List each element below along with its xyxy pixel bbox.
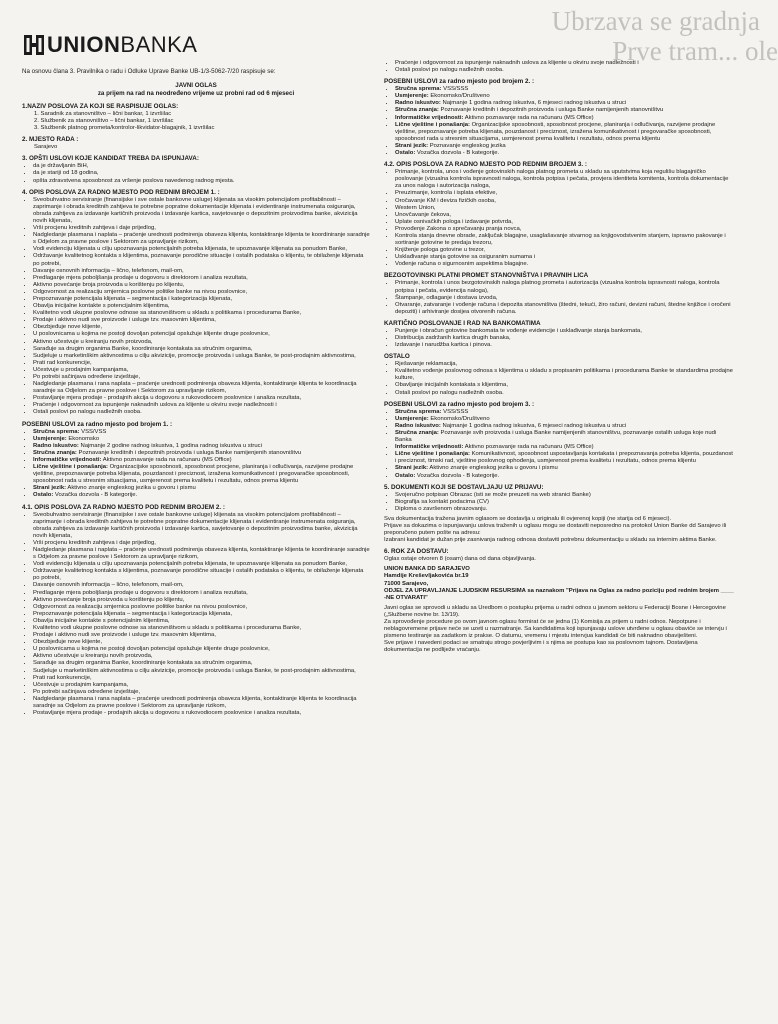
list-item: • Po potrebi sačinjava određene izvještaje, bbox=[33, 374, 370, 381]
condition-item bbox=[395, 93, 734, 100]
selected-candidate-note: Izabrani kandidat je dužan prije zasnivanja radnog odnosa dostaviti potrebnu dokumentaciju u skladu sa internim aktima Banke. bbox=[384, 537, 717, 544]
condition-item bbox=[33, 464, 370, 485]
condition-item bbox=[395, 423, 734, 430]
submission-note: Prijave sa dokazima o ispunjavanju uslova traženih u oglasu mogu se dostaviti neposredno na protokol Union Banke dd Sarajevo ili preporučeno putem pošte na adresu: bbox=[384, 522, 727, 537]
list-item: • Prepoznavanje potencijala klijenata – segmentacija i kategorizacija klijenata, bbox=[33, 296, 370, 303]
condition-value: Najmanje 2 godine radnog iskustva, 1 godina radnog iskustva u struci bbox=[78, 442, 262, 449]
condition-label: Radno iskustvo: bbox=[395, 100, 441, 107]
condition-label: Ostalo: bbox=[395, 150, 416, 157]
job-2-duties-list bbox=[22, 512, 370, 718]
list-item: • Učestvuje u prodajnim kampanjama, bbox=[33, 367, 370, 374]
condition-item bbox=[395, 465, 734, 472]
card-business-list bbox=[384, 328, 734, 349]
list-item: • Prati rad konkurencije, bbox=[33, 675, 370, 682]
condition-value: Ekonomsko bbox=[66, 435, 100, 442]
condition-label: Usmjerenje: bbox=[395, 415, 429, 422]
condition-item bbox=[33, 443, 370, 450]
list-item: • Obavlja inicijalne kontakte s potencijalnim klijentima, bbox=[33, 618, 370, 625]
address-line: UNION BANKA DD SARAJEVO bbox=[384, 566, 470, 573]
address-line: ODJEL ZA UPRAVLJANJE LJUDSKIM RESURSIMA sa naznakom "Prijava na Oglas za radno poziciju pod rednim brojem ____ -NE OTVARATI" bbox=[384, 587, 734, 601]
condition-label: Informatičke vrijednosti: bbox=[33, 456, 102, 463]
list-item: • Odgovornost za realizaciju smjernica poslovne politike banke na nivou poslovnice, bbox=[33, 604, 370, 611]
list-item: • Postavljanje mjera prodaje - prodajnih akcija u dogovoru s rukovodiocem poslovnice i analiza rezultata, bbox=[33, 395, 370, 402]
list-item: • Sudjeluje u marketinškim aktivnostima u cilju akvizicije, promocije proizvoda i usluga Banke, te post-prodajnim aktivnostima, bbox=[33, 668, 370, 675]
condition-item bbox=[33, 457, 370, 464]
condition-value: VSS/VSS bbox=[79, 428, 107, 435]
condition-item bbox=[395, 150, 734, 157]
list-item: • Kvalitetno vođenje poslovnog odnosa s klijentima u skladu s propisanim politikama i procedurama Banke te standardima prodajne kulture, bbox=[395, 368, 734, 382]
condition-label: Lične vještine i ponašanja: bbox=[33, 464, 108, 471]
condition-value: Najmanje 1 godina radnog iskustva, 6 mjeseci radnog iskustva u struci bbox=[440, 100, 627, 107]
condition-item bbox=[33, 429, 370, 436]
list-item: • Prati rad konkurencije, bbox=[33, 360, 370, 367]
list-item: • Izdavanje i narudžba kartica i pinova. bbox=[395, 342, 734, 349]
condition-value: Aktivno poznavanje rada na računaru (MS Office) bbox=[101, 456, 232, 463]
list-item: • Biografija sa kontakt podacima (CV) bbox=[395, 499, 734, 506]
condition-value: Organizacijske sposobnosti, sposobnost procjene, planiranja i odlučivanja, razvijene prodajne vještine, prepoznavanje potreba klijenata, pouzdanost i preciznost, izražena komunikativnost i pregovaračke sposobnosti, sposobnost rada u stresnim situacijama, usmjerenost prema kvalitetu i rezultatu, odnos prema klijentu bbox=[395, 121, 716, 142]
list-item: • Primanje, kontrola, unos i vođenje gotovinskih naloga platnog prometa u skladu sa uputstvima koja regulišu blagajničko poslovanje (vizualna kontrola ispravnosti naloga, kontrola potpisa i pečata, provjera identiteta komitenta, kontrola dokumentacije za unos naloga i autorizacija naloga, bbox=[395, 169, 734, 190]
list-item: • Odgovornost za realizaciju smjernica poslovne politike banke na nivou poslovnice, bbox=[33, 289, 370, 296]
address-line: 71000 Sarajevo, bbox=[384, 580, 429, 587]
condition-item bbox=[33, 450, 370, 457]
section-4-title: 4. OPIS POSLOVA ZA RADNO MJESTO POD REDNIM BROJEM 1. : bbox=[22, 188, 220, 196]
address-line: Hamdije Kreševljakovića br.19 bbox=[384, 573, 469, 580]
list-item: • Prodaje i aktivno nudi sve proizvode i usluge tzv. masovnim klijentima, bbox=[33, 632, 370, 639]
list-item: • Vođenje računa o sigurnosnim aspektima blagajne. bbox=[395, 261, 734, 268]
condition-value: Organizacijske sposobnosti, sposobnost procjene, planiranja i odlučivanja, razvijene prodajne vještine, prepoznavanje potreba klijenata, pouzdanost i preciznost, izražena komunikativnost i pregovaračke sposobnosti, sposobnost rada u stresnim situacijama, usmjerenost prema kvalitetu i rezultatu, odnos prema klijentu bbox=[33, 464, 354, 485]
list-item: • Rješavanje reklamacija, bbox=[395, 361, 734, 368]
union-banka-logo bbox=[24, 32, 370, 58]
condition-value: Ekonomsko/Društveno bbox=[428, 415, 490, 422]
list-item: • Nadgledanje plasmana i rana naplata – praćenje urednosti podmirenja obaveza klijenta, kontaktiranje klijenta te koordinacija saradnje sa Odjelom za pravne poslove i Sektorom za upravljanje rizikom, bbox=[33, 381, 370, 395]
list-item: • Distribucija zadržanih kartica drugih banaka, bbox=[395, 335, 734, 342]
condition-value: Poznavanje kreditnih i depozitnih proizvoda i usluga Banke namijenjenih stanovništvu bbox=[438, 107, 664, 114]
condition-item bbox=[395, 115, 734, 122]
right-column bbox=[384, 60, 734, 654]
list-item: • Unovčavanje čekova, bbox=[395, 212, 734, 219]
condition-label: Ostalo: bbox=[395, 472, 416, 479]
condition-value: Poznavanje kreditnih i depozitnih proizvoda i usluga Banke namijenjenih stanovništvu bbox=[76, 449, 302, 456]
condition-value: VSS/SSS bbox=[441, 86, 469, 93]
list-item: • Diploma o završenom obrazovanju. bbox=[395, 506, 734, 513]
condition-label: Stručna sprema: bbox=[33, 428, 80, 435]
logo-text-bold: UNION bbox=[47, 32, 121, 57]
ad-title bbox=[22, 82, 370, 97]
positions-list bbox=[22, 111, 370, 132]
condition-label: Stručna znanja: bbox=[395, 107, 439, 114]
special-conditions-3-title: POSEBNI USLOVI za radno mjesto pod brojem 3. : bbox=[384, 400, 535, 408]
job-3-duties-list bbox=[384, 169, 734, 268]
list-item: • Aktivno učestvuje u kreiranju novih proizvoda, bbox=[33, 339, 370, 346]
section-3-title: 3. OPŠTI USLOVI KOJE KANDIDAT TREBA DA ISPUNJAVA: bbox=[22, 155, 199, 163]
bleed-line-2: Prve tram... ole bbox=[612, 36, 778, 66]
list-item: • Ostali poslovi po nalogu nadležnih osoba. bbox=[395, 390, 734, 397]
condition-value: Vozačka dozvola - B kategorije. bbox=[415, 472, 500, 479]
list-item: • Western Union, bbox=[395, 205, 734, 212]
general-conditions-list bbox=[22, 163, 370, 184]
condition-item bbox=[395, 100, 734, 107]
condition-value: Aktivno znanje engleskog jezika u govoru i pismu bbox=[428, 465, 558, 472]
list-item: • U poslovnicama u kojima ne postoji dovoljan potencijal opslužuje klijente druge poslovnice, bbox=[33, 646, 370, 653]
list-item: • Aktivno povećanje broja proizvoda u korištenju po klijentu, bbox=[33, 597, 370, 604]
logo-text bbox=[47, 32, 197, 58]
other-duties-title: OSTALO bbox=[384, 353, 410, 361]
condition-value: Poznavanje svih proizvoda i usluga Banke namijenjenih stanovništvu, poznavanje ostalih usluga koje nudi Banka bbox=[395, 429, 717, 444]
position-item: 3. Službenik platnog prometa/kontrolor-likvidator-blagajnik, 1 izvršilac bbox=[34, 125, 215, 132]
list-item: • Preuzimanje, kontrola i isplata efektive, bbox=[395, 190, 734, 197]
list-item: • Vodi evidenciju klijenata u cilju upoznavanja potencijalnih potreba klijenata, te upoznavanje klijenata sa ponudom Banke, bbox=[33, 561, 370, 568]
section-6-title: 6. ROK ZA DOSTAVU: bbox=[384, 548, 449, 556]
condition-label: Stručna znanja: bbox=[395, 429, 439, 436]
list-item: • Davanje osnovnih informacija – lično, telefonom, mail-om, bbox=[33, 582, 370, 589]
list-item: • Obezbjeđuje nove klijente, bbox=[33, 639, 370, 646]
list-item: • Praćenje i odgovornost za ispunjenje naknadnih uslova za klijente u okviru svoje nadležnosti i bbox=[33, 402, 370, 409]
condition-item bbox=[395, 416, 734, 423]
list-item: • Primanje, kontrola i unos bezgotovinskih naloga platnog prometa i autorizacija (vizualna kontrola ispravnosti naloga, kontrola potpisa i pečata, evidencija naloga), bbox=[395, 280, 734, 294]
list-item: • Obavlja inicijalne kontakte s potencijalnim klijentima, bbox=[33, 303, 370, 310]
cashless-payments-list bbox=[384, 280, 734, 315]
special-conditions-1-title: POSEBNI USLOVI za radno mjesto pod brojem 1. : bbox=[22, 420, 173, 428]
condition-value: Komunikativnost, sposobnost uspostavljanja kontakata i prepoznavanja potreba klijenta, pouzdanost i preciznost, timski rad, vještine poslovnog ophođenja, usmjerenost prema kvalitetu i rezultatu, odnos prema klijentu bbox=[395, 451, 733, 465]
list-item: • Prepoznavanje potencijala klijenata – segmentacija i kategorizacija klijenata, bbox=[33, 611, 370, 618]
list-item: • Sveobuhvatno servisiranje (finansijske i sve ostale bankovne usluge) klijenata sa visokim potencijalom profitabilnosti – zaprimanje i obrada kreditnih zahtjeva te potrebne popratne dokumentacije klijenata i evidentiranje instrumenata osiguranja, obrada zahtjeva za izdavanje kartičnih proizvoda i izdavanje kartica, savjetovanje o depozitnim proizvodima banke, akvizicija novih klijenata, bbox=[33, 512, 370, 540]
condition-item bbox=[395, 409, 734, 416]
other-duties-list bbox=[384, 361, 734, 396]
section-5-title: 5. DOKUMENTI KOJI SE DOSTAVLJAJU UZ PRIJAVU: bbox=[384, 483, 544, 491]
address-block bbox=[384, 566, 734, 601]
condition-item bbox=[395, 122, 734, 143]
list-item: • Štampanje, odlaganje i dostava izvoda, bbox=[395, 295, 734, 302]
list-item: • Obezbjeđuje nove klijente, bbox=[33, 324, 370, 331]
special-conditions-3-list bbox=[384, 409, 734, 480]
cashless-payments-title: BEZGOTOVINSKI PLATNI PROMET STANOVNIŠTVA I PRAVNIH LICA bbox=[384, 272, 589, 280]
deadline-text: Oglas ostaje otvoren 8 (osam) dana od dana objavljivanja. bbox=[384, 556, 536, 563]
list-item: • Održavanje kvalitetnog kontakta s klijentima, poznavanje porodične situacije i ostalih podataka o klijentu, te obilaženje klijenata po potrebi, bbox=[33, 253, 370, 267]
list-item: • Nadgledanje plasmana i rana naplata – praćenje urednosti podmirenja obaveza klijenta, kontaktiranje klijenta te koordinacija saradnje sa Odjelom za pravne poslove i Sektorom za upravljanje rizikom, bbox=[33, 696, 370, 710]
list-item: • Nadgledanje plasmana i naplata – praćenje urednosti podmirenja obaveza klijenta, kontaktiranje klijenta te koordiniranje saradnje s Odjelom za pravne poslove i Sektorom za upravljanje rizikom, bbox=[33, 232, 370, 246]
condition-value: VSS/SSS bbox=[441, 408, 469, 415]
list-item: • Provođenje Zakona o sprečavanju pranja novca, bbox=[395, 226, 734, 233]
section-1-title: 1.NAZIV POSLOVA ZA KOJI SE RASPISUJE OGLAS: bbox=[22, 103, 179, 110]
list-item: • Sudjeluje u marketinškim aktivnostima u cilju akvizicije, promocije proizvoda i usluga Banke, te post-prodajnim aktivnostima, bbox=[33, 353, 370, 360]
list-item: • Predlaganje mjera pobolјšanja prodaje u dogovoru s direktorom i analiza rezultata, bbox=[33, 275, 370, 282]
condition-label: Lične vještine i ponašanja: bbox=[395, 121, 470, 128]
condition-label: Usmjerenje: bbox=[33, 435, 67, 442]
list-item: • Održavanje kvalitetnog kontakta s klijentima, poznavanje porodične situacije i ostalih podataka o klijentu, te obilaženje klijenata po potrebi, bbox=[33, 568, 370, 582]
list-item: • Vrši procjenu kreditnih zahtjeva i daje prijedlog, bbox=[33, 225, 370, 232]
logo-text-light: BANKA bbox=[120, 32, 198, 57]
condition-item bbox=[33, 492, 370, 499]
condition-item bbox=[395, 451, 734, 465]
special-conditions-1-list bbox=[22, 429, 370, 500]
list-item: • opšta zdravstvena sposobnost za vršenje poslova navedenog radnog mjesta. bbox=[33, 178, 370, 185]
condition-item bbox=[395, 430, 734, 444]
list-item: • Sarađuje sa drugim organima Banke, koordiniranje kontakata sa stručnim organima, bbox=[33, 346, 370, 353]
list-item: • Učestvuje u prodajnim kampanjama, bbox=[33, 682, 370, 689]
list-item: • Aktivno povećanje broja proizvoda u korištenju po klijentu, bbox=[33, 282, 370, 289]
bleed-line-1: Ubrzava se gradnja bbox=[551, 6, 760, 36]
condition-label: Ostalo: bbox=[33, 492, 54, 499]
condition-value: Aktivno znanje engleskog jezika u govoru i pismu bbox=[66, 485, 196, 492]
condition-label: Strani jezik: bbox=[395, 142, 429, 149]
list-item: • Usklađivanje stanja gotovine sa osiguranim sumama i bbox=[395, 254, 734, 261]
confidentiality-text: Sve prijave i navedeni podaci se smatraju strogo povjerljivim i s njima se postupa kao sa poslovnom tajnom. Dostavljena dokumentacija ne podliježe vraćanju. bbox=[384, 640, 698, 654]
job-2-duties-continued bbox=[384, 60, 734, 74]
list-item: • Vrši procjenu kreditnih zahtjeva i daje prijedlog, bbox=[33, 540, 370, 547]
condition-label: Informatičke vrijednosti: bbox=[395, 114, 464, 121]
list-item: • Sarađuje sa drugim organima Banke, koordiniranje kontakata sa stručnim organima, bbox=[33, 660, 370, 667]
list-item: • da je stariji od 18 godina, bbox=[33, 170, 370, 177]
union-logo-mark-icon bbox=[24, 35, 44, 55]
list-item: • Predlaganje mjera pobolјšanja prodaje u dogovoru s direktorom i analiza rezultata, bbox=[33, 590, 370, 597]
section-2-title: 2. MJESTO RADA : bbox=[22, 136, 79, 144]
condition-value: Najmanje 1 godina radnog iskustva, 6 mjeseci radnog iskustva u struci bbox=[440, 422, 627, 429]
list-item: • Knjiženje pologa gotovine u trezor, bbox=[395, 247, 734, 254]
condition-item bbox=[395, 143, 734, 150]
list-item: • Ostali poslovi po nalogu nadležnih osoba. bbox=[33, 409, 370, 416]
ad-subtitle: za prijem na rad na neodređeno vrijeme uz probni rad od 6 mjeseci bbox=[97, 89, 295, 97]
list-item: • Aktivno učestvuje u kreiranju novih proizvoda, bbox=[33, 653, 370, 660]
list-item: • Kontrola stanja dnevne obrade, zaključak blagajne, usaglašavanje stvarnog sa knjigovodstvenim stanjem, ispravno pakovanje i sortiranje gotovine te predaja trezoru, bbox=[395, 233, 734, 247]
list-item: • Svojeručno potpisan Obrazac (isti se može preuzeti na web stranici Banke) bbox=[395, 492, 734, 499]
condition-value: Poznavanje engleskog jezika bbox=[428, 142, 506, 149]
condition-value: Ekonomsko/Društveno bbox=[428, 93, 490, 100]
condition-value: Aktivno poznavanje rada na računaru (MS Office) bbox=[463, 114, 594, 121]
position-item: 1. Saradnik za stanovništvo – lični bankar, 1 izvršilac bbox=[34, 111, 172, 117]
condition-label: Radno iskustvo: bbox=[33, 442, 79, 449]
left-column bbox=[22, 0, 370, 717]
condition-item bbox=[33, 485, 370, 492]
list-item: • Nadgledanje plasmana i naplata – praćenje urednosti podmirenja obaveza klijenta, kontaktiranje klijenta te koordiniranje saradnje s Odjelom za pravne poslove i Sektorom za upravljanje rizikom, bbox=[33, 547, 370, 561]
list-item: • Postavljanje mjera prodaje - prodajnih akcija u dogovoru s rukovodiocem poslovnice i analiza rezultata, bbox=[33, 710, 370, 717]
list-item: • Davanje osnovnih informacija – lično, telefonom, mail-om, bbox=[33, 268, 370, 275]
procedure-text: Za sprovođenje procedure po ovom javnom oglasu formirat će se jedna (1) Komisija za prijem u radni odnos. Nepotpune i neblagovremene prijave neće se uzeti u razmatranje. Sa kandidatima koji ispunjavaju uslove utvrđene u oglasu obaviće se intervju i pismeno testiranje sa zadatkom iz prakse. O datumu, vremenu i mjestu intervjua kandidati će biti naknadno obaviješteni. bbox=[384, 619, 727, 640]
condition-value: Vozačka dozvola - B kategorije. bbox=[415, 150, 500, 157]
condition-label: Informatičke vrijednosti: bbox=[395, 444, 464, 451]
section-4-1-title: 4.1. OPIS POSLOVA ZA RADNO MJESTO POD REDNIM BROJEM 2. : bbox=[22, 503, 225, 511]
condition-label: Stručna sprema: bbox=[395, 86, 442, 93]
legal-basis-text: Javni oglas se sprovodi u skladu sa Uredbom o postupku prijema u radni odnos u javnom sektoru u Federaciji Bosne i Hercegovine („Službene novine br. 13/19). bbox=[384, 604, 726, 618]
list-item: • da je državljanin BiH, bbox=[33, 163, 370, 170]
list-item: • Po potrebi sačinjava određene izvještaje, bbox=[33, 689, 370, 696]
work-location: Sarajevo bbox=[34, 144, 58, 151]
condition-item bbox=[395, 107, 734, 114]
intro-text: Na osnovu člana 3. Pravilnika o radu i Odluke Uprave Banke UB-1/3-5062-7/20 raspisuje se: bbox=[22, 68, 276, 75]
list-item: • Kvalitetno vodi ukupne poslovne odnose sa stanovništvom u skladu s politikama i procedurama Banke, bbox=[33, 310, 370, 317]
condition-value: Aktivno poznavanje rada na računaru (MS Office) bbox=[463, 444, 594, 451]
condition-item bbox=[395, 86, 734, 93]
position-item: 2. Službenik za stanovništvo – lični bankar, 1 izvršilac bbox=[34, 118, 174, 125]
list-item: • Prodaje i aktivno nudi sve proizvode i usluge tzv. masovnim klijentima, bbox=[33, 317, 370, 324]
list-item: • Uplate osnivačkih pologa i izdavanje potvrda, bbox=[395, 219, 734, 226]
list-item: • Ostali poslovi po nalogu nadležnih osoba. bbox=[395, 67, 734, 74]
condition-item bbox=[33, 436, 370, 443]
condition-label: Usmjerenje: bbox=[395, 93, 429, 100]
list-item: • Oročavanje KM i deviza fizičkih osoba, bbox=[395, 198, 734, 205]
list-item: • Punjenje i obračun gotovine bankomata te vođenje evidencije i usklađivanje stanja bankomata, bbox=[395, 328, 734, 335]
condition-label: Strani jezik: bbox=[395, 465, 429, 472]
section-4-2-title: 4.2. OPIS POSLOVA ZA RADNO MJESTO POD REDNIM BROJEM 3. : bbox=[384, 161, 587, 169]
condition-value: Vozačka dozvola - B kategorije. bbox=[53, 492, 138, 499]
list-item: • Vodi evidenciju klijenata u cilju upoznavanja potencijalnih potreba klijenata, te upoznavanje klijenata sa ponudom Banke, bbox=[33, 246, 370, 253]
list-item: • Sveobuhvatno servisiranje (finansijske i sve ostale bankovne usluge) klijenata sa visokim potencijalom profitabilnosti – zaprimanje i obrada kreditnih zahtjeva te potrebne popratne dokumentacije klijenata i evidentiranje instrumenata osiguranja, obrada zahtjeva za izdavanje kartičnih proizvoda i izdavanje kartica, savjetovanje o depozitnim proizvodima banke, akvizicija novih klijenata, bbox=[33, 197, 370, 225]
special-conditions-2-list bbox=[384, 86, 734, 157]
condition-item bbox=[395, 473, 734, 480]
condition-label: Stručna znanja: bbox=[33, 449, 77, 456]
special-conditions-2-title: POSEBNI USLOVI za radno mjesto pod brojem 2. : bbox=[384, 78, 535, 86]
condition-label: Radno iskustvo: bbox=[395, 422, 441, 429]
job-1-duties-list bbox=[22, 197, 370, 417]
condition-item bbox=[395, 444, 734, 451]
ad-title-main: JAVNI OGLAS bbox=[175, 82, 217, 89]
condition-label: Strani jezik: bbox=[33, 485, 67, 492]
card-business-title: KARTIČNO POSLOVANJE I RAD NA BANKOMATIMA bbox=[384, 319, 541, 327]
list-item: • U poslovnicama u kojima ne postoji dovoljan potencijal opslužuje klijente druge poslovnice, bbox=[33, 331, 370, 338]
list-item: • Obavljanje inicijalnih kontakata s klijentima, bbox=[395, 382, 734, 389]
required-documents-list bbox=[384, 492, 734, 513]
condition-label: Lične vještine i ponašanja: bbox=[395, 451, 470, 458]
list-item: • Praćenje i odgovornost za ispunjenje naknadnih uslova za klijente u okviru svoje nadležnosti i bbox=[395, 60, 734, 67]
documents-note: Sva dokumentacija tražena javnim oglasom se dostavlja u originalu ili ovjerenoj kopiji (ne starija od 6 mjeseci). bbox=[384, 515, 672, 522]
list-item: • Kvalitetno vodi ukupne poslovne odnose sa stanovništvom u skladu s politikama i procedurama Banke, bbox=[33, 625, 370, 632]
condition-label: Stručna sprema: bbox=[395, 408, 442, 415]
list-item: • Otvaranje, zatvaranje i vođenje računa i depozita stanovništva (štedni, tekući, žiro računi, devizni računi, štedne knjižice i oročeni depoziti) i arhiviranje dosijea otvorenih računa. bbox=[395, 302, 734, 316]
